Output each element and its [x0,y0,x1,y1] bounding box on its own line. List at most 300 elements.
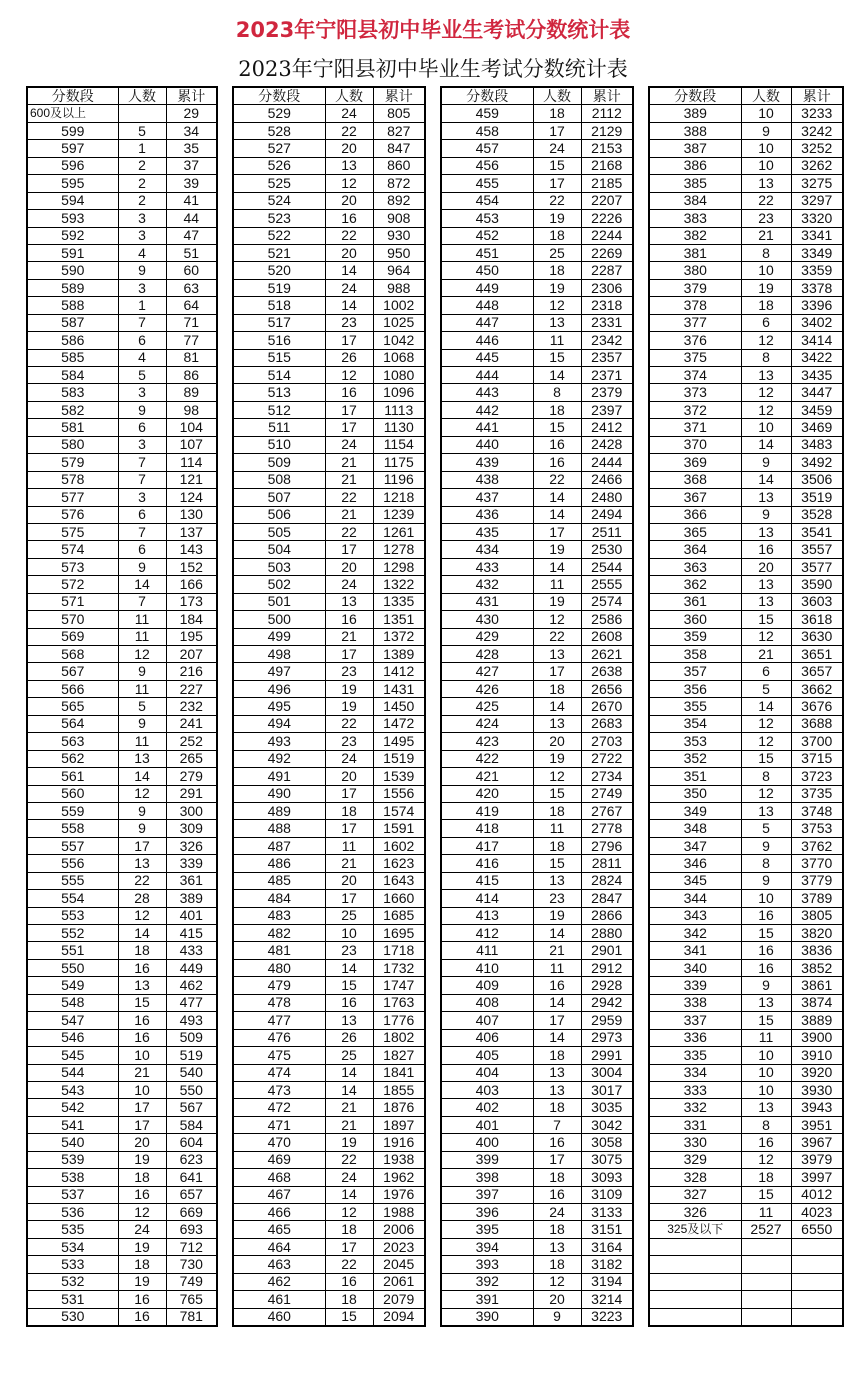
count-cell: 5 [118,367,166,384]
score-cell: 543 [27,1081,118,1098]
score-cell: 388 [649,122,741,139]
count-cell: 17 [325,890,373,907]
count-cell: 21 [741,646,791,663]
count-cell: 25 [325,907,373,924]
count-cell: 5 [118,698,166,715]
cumulative-cell: 3805 [791,907,843,924]
count-cell: 9 [741,454,791,471]
score-cell: 436 [441,506,533,523]
table-row [233,140,425,157]
table-row [649,1204,843,1221]
count-cell: 6 [118,506,166,523]
cumulative-cell: 39 [166,175,217,192]
table-row [233,1256,425,1273]
score-cell: 571 [27,593,118,610]
cumulative-cell [791,1238,843,1255]
cumulative-cell: 2866 [581,907,633,924]
count-cell: 26 [325,1029,373,1046]
score-cell: 341 [649,942,741,959]
count-cell: 14 [533,994,581,1011]
score-cell: 351 [649,768,741,785]
count-cell: 16 [325,1273,373,1290]
score-cell: 533 [27,1256,118,1273]
count-cell: 8 [741,244,791,261]
cumulative-cell: 3943 [791,1099,843,1116]
cumulative-cell: 540 [166,1064,217,1081]
table-row [233,332,425,349]
score-cell: 596 [27,157,118,174]
count-cell: 9 [741,872,791,889]
score-cell: 556 [27,855,118,872]
count-cell: 23 [741,210,791,227]
cumulative-cell: 477 [166,994,217,1011]
count-cell: 9 [118,262,166,279]
cumulative-cell: 860 [373,157,425,174]
count-cell: 14 [741,436,791,453]
score-cell: 398 [441,1169,533,1186]
count-cell: 14 [325,262,373,279]
cumulative-cell: 3874 [791,994,843,1011]
page-title: 2023年宁阳县初中毕业生考试分数统计表 [235,18,631,42]
count-cell: 17 [533,1012,581,1029]
cumulative-cell: 3242 [791,122,843,139]
table-row [441,1186,633,1203]
table-row [27,646,217,663]
count-cell: 23 [533,890,581,907]
score-cell: 360 [649,611,741,628]
table-row [441,1012,633,1029]
table-row [27,1012,217,1029]
table-row [649,244,843,261]
score-cell: 393 [441,1256,533,1273]
table-row [233,419,425,436]
count-cell: 19 [533,541,581,558]
score-cell: 497 [233,663,325,680]
cumulative-cell: 1988 [373,1204,425,1221]
table-row [649,855,843,872]
score-cell: 512 [233,401,325,418]
score-cell: 405 [441,1047,533,1064]
cumulative-cell: 2287 [581,262,633,279]
cumulative-cell [791,1256,843,1273]
cumulative-cell: 2530 [581,541,633,558]
cumulative-cell: 1175 [373,454,425,471]
table-row [649,210,843,227]
cumulative-cell: 1897 [373,1116,425,1133]
cumulative-cell: 3603 [791,593,843,610]
score-cell: 431 [441,593,533,610]
score-cell: 511 [233,419,325,436]
table-row [649,611,843,628]
count-cell: 11 [118,733,166,750]
cumulative-cell: 908 [373,210,425,227]
count-cell: 3 [118,384,166,401]
cumulative-cell: 1938 [373,1151,425,1168]
score-cell: 545 [27,1047,118,1064]
header-count: 人数 [325,87,373,105]
count-cell: 21 [325,628,373,645]
table-row [441,837,633,854]
count-cell: 11 [741,1029,791,1046]
table-row [233,1064,425,1081]
score-cell: 515 [233,349,325,366]
score-cell: 326 [649,1204,741,1221]
score-cell: 490 [233,785,325,802]
table-row [233,1134,425,1151]
score-cell: 328 [649,1169,741,1186]
score-cell: 504 [233,541,325,558]
cumulative-cell: 389 [166,890,217,907]
score-cell: 508 [233,471,325,488]
cumulative-cell: 2811 [581,855,633,872]
table-row [233,1221,425,1238]
table-row [441,680,633,697]
table-row [649,1169,843,1186]
table-row [649,279,843,296]
cumulative-cell: 2045 [373,1256,425,1273]
table-row [27,471,217,488]
score-table-2 [232,86,426,1327]
cumulative-cell: 669 [166,1204,217,1221]
table-row [27,157,217,174]
table-row [441,401,633,418]
score-cell: 358 [649,646,741,663]
table-row [649,367,843,384]
cumulative-cell: 3997 [791,1169,843,1186]
score-cell: 385 [649,175,741,192]
table-row [649,436,843,453]
table-row [441,977,633,994]
score-cell: 356 [649,680,741,697]
count-cell: 19 [533,279,581,296]
table-row [27,1169,217,1186]
cumulative-cell: 173 [166,593,217,610]
score-cell: 579 [27,454,118,471]
count-cell: 15 [741,750,791,767]
count-cell: 7 [533,1116,581,1133]
score-cell: 454 [441,192,533,209]
count-cell: 17 [533,1151,581,1168]
table-row [233,279,425,296]
header-count: 人数 [533,87,581,105]
count-cell: 2 [118,175,166,192]
count-cell: 20 [325,192,373,209]
score-cell: 459 [441,105,533,122]
score-cell: 371 [649,419,741,436]
score-cell: 518 [233,297,325,314]
count-cell: 6 [741,314,791,331]
cumulative-cell: 2397 [581,401,633,418]
count-cell: 10 [741,1064,791,1081]
table-row [27,1134,217,1151]
count-cell: 17 [325,646,373,663]
score-cell: 548 [27,994,118,1011]
header-cumulative: 累计 [373,87,425,105]
cumulative-cell: 3753 [791,820,843,837]
cumulative-cell: 2412 [581,419,633,436]
table-row [233,907,425,924]
count-cell: 13 [533,1081,581,1098]
cumulative-cell: 3093 [581,1169,633,1186]
cumulative-cell: 2357 [581,349,633,366]
score-cell: 442 [441,401,533,418]
count-cell: 15 [533,157,581,174]
count-cell: 14 [325,959,373,976]
score-cell: 370 [649,436,741,453]
score-cell [649,1273,741,1290]
table-row [649,489,843,506]
cumulative-cell: 1747 [373,977,425,994]
table-row [27,907,217,924]
count-cell: 15 [533,855,581,872]
count-cell: 16 [533,977,581,994]
table-row [233,1012,425,1029]
table-row [649,576,843,593]
cumulative-cell: 3900 [791,1029,843,1046]
table-row [649,628,843,645]
score-cell: 446 [441,332,533,349]
cumulative-cell: 2847 [581,890,633,907]
table-row [441,628,633,645]
score-cell: 550 [27,959,118,976]
count-cell: 20 [325,558,373,575]
cumulative-cell: 3459 [791,401,843,418]
cumulative-cell: 121 [166,471,217,488]
table-row [649,1064,843,1081]
cumulative-cell: 3618 [791,611,843,628]
score-cell: 595 [27,175,118,192]
count-cell: 18 [533,1169,581,1186]
count-cell: 8 [741,1116,791,1133]
cumulative-cell: 765 [166,1291,217,1308]
table-row [233,715,425,732]
table-row [441,122,633,139]
cumulative-cell: 1556 [373,785,425,802]
table-row [27,454,217,471]
table-row [441,1204,633,1221]
count-cell: 20 [325,244,373,261]
score-cell: 350 [649,785,741,802]
table-row [233,1204,425,1221]
table-row [27,1151,217,1168]
table-row [27,419,217,436]
cumulative-cell: 749 [166,1273,217,1290]
cumulative-cell: 3676 [791,698,843,715]
score-cell: 553 [27,907,118,924]
cumulative-cell: 2703 [581,733,633,750]
score-cell: 506 [233,506,325,523]
score-cell: 375 [649,349,741,366]
count-cell: 12 [741,785,791,802]
score-cell: 402 [441,1099,533,1116]
table-row [27,506,217,523]
score-cell: 524 [233,192,325,209]
cumulative-cell: 3214 [581,1291,633,1308]
table-row [27,367,217,384]
table-row [649,1029,843,1046]
table-row [649,401,843,418]
cumulative-cell: 291 [166,785,217,802]
cumulative-cell: 1389 [373,646,425,663]
cumulative-cell: 2621 [581,646,633,663]
score-cell: 382 [649,227,741,244]
count-cell: 14 [533,558,581,575]
table-row [233,646,425,663]
table-row [27,1116,217,1133]
count-cell: 23 [325,942,373,959]
count-cell: 12 [325,367,373,384]
score-cell: 403 [441,1081,533,1098]
table-row [233,785,425,802]
count-cell: 4 [118,244,166,261]
score-cell: 593 [27,210,118,227]
table-row [233,1291,425,1308]
count-cell: 12 [325,175,373,192]
count-cell: 5 [741,680,791,697]
cumulative-cell: 1574 [373,802,425,819]
score-cell: 562 [27,750,118,767]
table-row [27,1081,217,1098]
cumulative-cell: 2006 [373,1221,425,1238]
score-cell: 584 [27,367,118,384]
cumulative-cell: 2112 [581,105,633,122]
score-cell: 383 [649,210,741,227]
table-row [27,1221,217,1238]
score-cell: 409 [441,977,533,994]
table-row [441,1221,633,1238]
table-row [441,663,633,680]
count-cell: 17 [533,663,581,680]
table-row [441,140,633,157]
score-cell: 580 [27,436,118,453]
score-cell: 387 [649,140,741,157]
score-table-1 [26,86,218,1327]
score-cell: 523 [233,210,325,227]
count-cell: 13 [741,593,791,610]
cumulative-cell: 3275 [791,175,843,192]
count-cell: 19 [325,698,373,715]
count-cell: 19 [533,593,581,610]
score-cell: 583 [27,384,118,401]
table-row [233,297,425,314]
cumulative-cell: 988 [373,279,425,296]
table-row [27,262,217,279]
cumulative-cell: 1519 [373,750,425,767]
count-cell: 13 [741,175,791,192]
count-cell: 7 [118,454,166,471]
score-cell: 576 [27,506,118,523]
count-cell: 9 [118,558,166,575]
cumulative-cell: 3396 [791,297,843,314]
cumulative-cell: 166 [166,576,217,593]
score-cell: 373 [649,384,741,401]
header-score-range: 分数段 [27,87,118,105]
score-cell: 342 [649,925,741,942]
cumulative-cell: 107 [166,436,217,453]
cumulative-cell: 3320 [791,210,843,227]
score-cell: 574 [27,541,118,558]
score-cell: 600及以上 [27,105,118,122]
table-row [649,1151,843,1168]
count-cell: 14 [533,506,581,523]
table-row [27,1099,217,1116]
count-cell: 12 [741,715,791,732]
table-row [649,192,843,209]
cumulative-cell: 2991 [581,1047,633,1064]
table-row [233,105,425,122]
table-row [649,1308,843,1326]
table-row [27,715,217,732]
score-cell: 427 [441,663,533,680]
count-cell: 19 [118,1151,166,1168]
table-row [441,1291,633,1308]
cumulative-cell: 3657 [791,663,843,680]
count-cell: 19 [118,1273,166,1290]
score-cell: 366 [649,506,741,523]
cumulative-cell: 712 [166,1238,217,1255]
cumulative-cell: 2767 [581,802,633,819]
score-cell: 355 [649,698,741,715]
count-cell: 16 [741,942,791,959]
count-cell: 16 [118,1291,166,1308]
table-row [233,523,425,540]
table-row [233,244,425,261]
count-cell [741,1256,791,1273]
cumulative-cell: 265 [166,750,217,767]
cumulative-cell: 827 [373,122,425,139]
table-row [233,1238,425,1255]
cumulative-cell: 279 [166,768,217,785]
score-cell [649,1238,741,1255]
score-cell: 432 [441,576,533,593]
count-cell: 10 [118,1081,166,1098]
table-row [233,157,425,174]
count-cell: 12 [533,768,581,785]
table-row [441,210,633,227]
count-cell: 2 [118,157,166,174]
table-row [441,994,633,1011]
cumulative-cell: 63 [166,279,217,296]
table-row [441,1064,633,1081]
table-row [233,802,425,819]
count-cell: 16 [741,1134,791,1151]
score-cell: 424 [441,715,533,732]
score-cell: 425 [441,698,533,715]
score-cell: 566 [27,680,118,697]
count-cell: 22 [325,523,373,540]
cumulative-cell: 3762 [791,837,843,854]
count-cell: 12 [741,332,791,349]
score-cell: 471 [233,1116,325,1133]
cumulative-cell: 3297 [791,192,843,209]
score-cell: 440 [441,436,533,453]
count-cell: 16 [325,994,373,1011]
cumulative-cell: 2778 [581,820,633,837]
table-row [649,384,843,401]
table-row [649,262,843,279]
table-row [233,890,425,907]
score-cell: 368 [649,471,741,488]
count-cell: 12 [118,1204,166,1221]
table-row [441,1047,633,1064]
table-row [649,471,843,488]
score-cell: 482 [233,925,325,942]
cumulative-cell: 1113 [373,401,425,418]
cumulative-cell: 241 [166,715,217,732]
cumulative-cell: 1080 [373,367,425,384]
table-row [649,646,843,663]
count-cell: 15 [741,1186,791,1203]
